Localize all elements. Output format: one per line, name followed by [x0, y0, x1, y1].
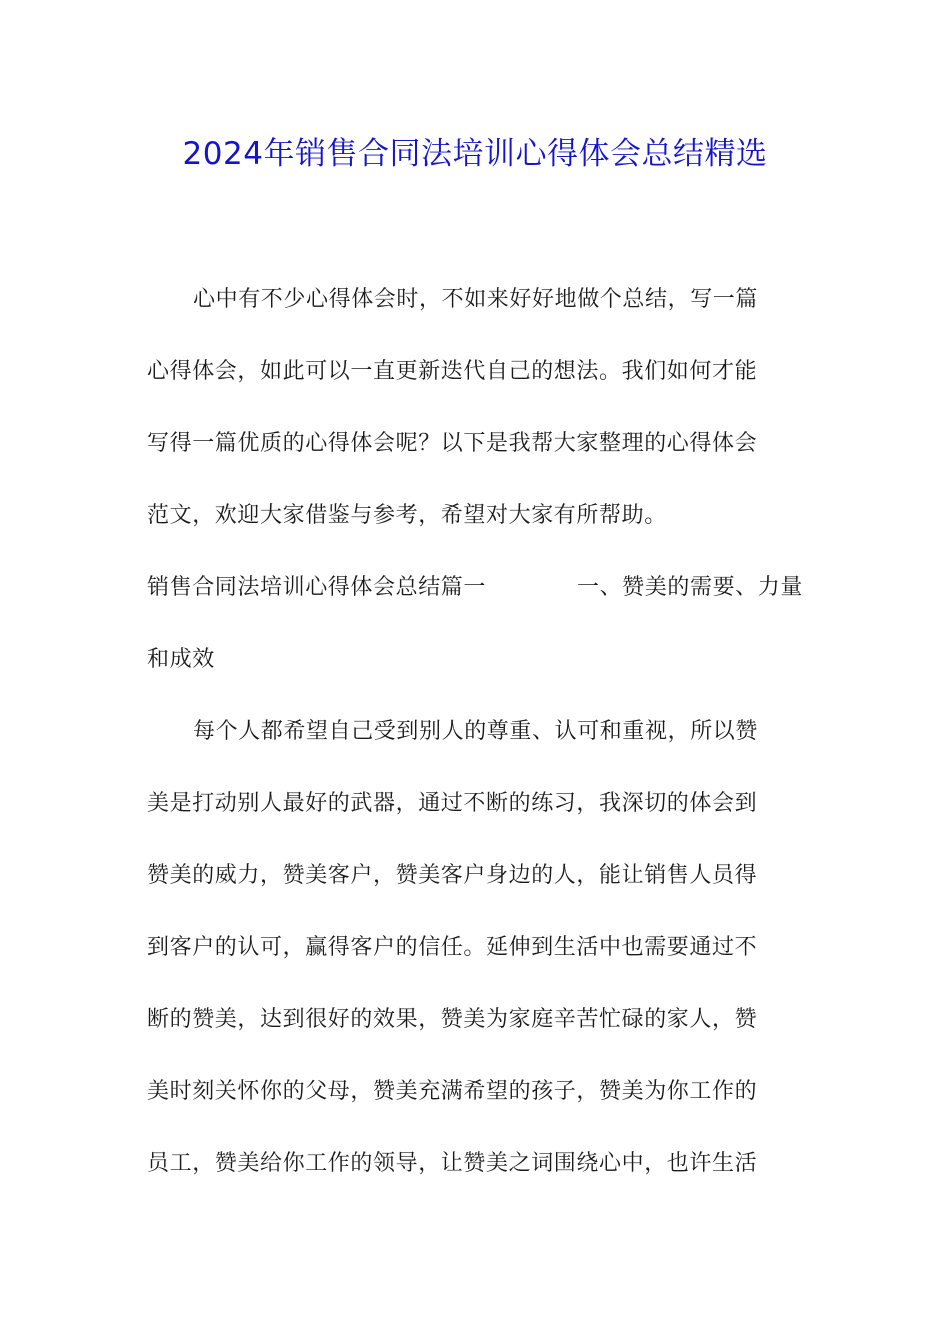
paragraph-line: 每个人都希望自己受到别人的尊重、认可和重视，所以赞	[193, 719, 759, 744]
section-subheading-continued: 和成效	[147, 647, 215, 672]
paragraph-line: 赞美的威力，赞美客户，赞美客户身边的人，能让销售人员得	[147, 863, 758, 888]
section-heading: 销售合同法培训心得体会总结篇一	[147, 575, 487, 600]
paragraph-line: 美是打动别人最好的武器，通过不断的练习，我深切的体会到	[147, 791, 758, 816]
section-heading-line	[147, 552, 803, 624]
paragraph-line: 心得体会，如此可以一直更新迭代自己的想法。我们如何才能	[147, 359, 758, 384]
document-body	[147, 264, 803, 1200]
paragraph-line: 美时刻关怀你的父母，赞美充满希望的孩子，赞美为你工作的	[147, 1079, 758, 1104]
paragraph-line: 范文，欢迎大家借鉴与参考，希望对大家有所帮助。	[147, 503, 667, 528]
section-subheading: 一、赞美的需要、力量	[576, 575, 803, 600]
paragraph-line: 心中有不少心得体会时，不如来好好地做个总结，写一篇	[193, 287, 759, 312]
paragraph-line: 员工，赞美给你工作的领导，让赞美之词围绕心中，也许生活	[147, 1151, 758, 1176]
paragraph-line: 断的赞美，达到很好的效果，赞美为家庭辛苦忙碌的家人，赞	[147, 1007, 758, 1032]
paragraph-line: 写得一篇优质的心得体会呢？以下是我帮大家整理的心得体会	[147, 431, 758, 456]
document-title: 2024年销售合同法培训心得体会总结精选	[182, 136, 768, 172]
paragraph-line: 到客户的认可，赢得客户的信任。延伸到生活中也需要通过不	[147, 935, 758, 960]
